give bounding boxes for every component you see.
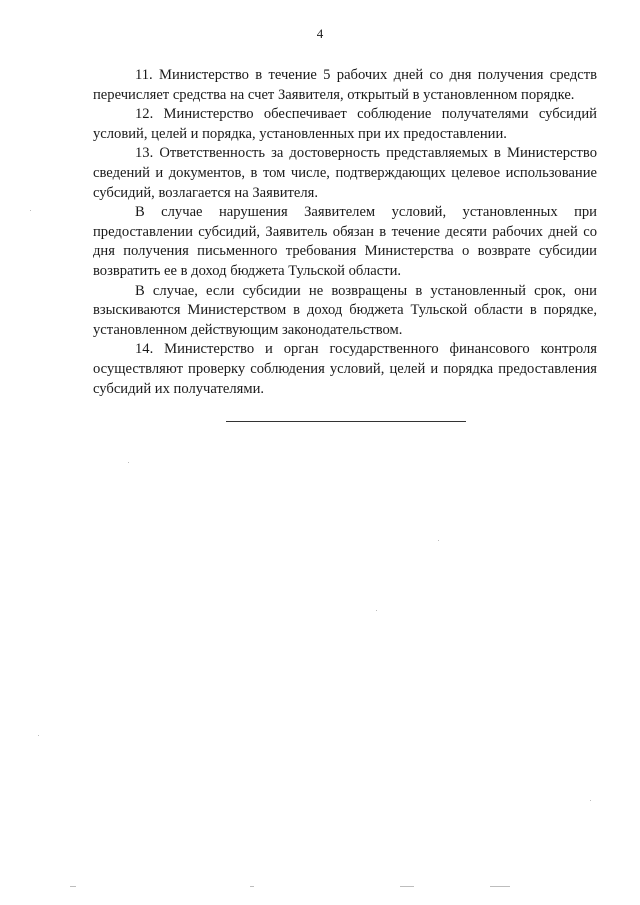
scan-speck xyxy=(490,886,510,887)
scan-speck xyxy=(250,886,254,887)
end-of-text-rule xyxy=(226,421,466,422)
page-number: 4 xyxy=(316,26,324,41)
scan-speck xyxy=(70,886,76,887)
paragraph-recovery: В случае, если субсидии не возвращены в установленный срок, они взыскиваются Министерством в доход бюджета Тульской области в порядке, установленном действующим законодательством. xyxy=(93,282,597,338)
paragraph-violation: В случае нарушения Заявителем условий, установленных при предоставлении субсидий, Заявитель обязан в течение десяти рабочих дней со дня получения письменного требования Министерства о возврате субсидии возвратить ее в доход бюджета Тульской области. xyxy=(93,204,597,279)
paragraph-14: 14. Министерство и орган государственного финансового контроля осуществляют проверку соблюдения условий, целей и порядка предоставления субсидий их получателями. xyxy=(93,341,597,397)
document-body xyxy=(93,66,597,399)
scan-speck xyxy=(128,462,129,463)
scan-speck xyxy=(438,540,439,541)
scan-speck xyxy=(400,886,414,887)
scan-speck xyxy=(376,610,377,611)
scan-speck xyxy=(30,210,31,211)
paragraph-13: 13. Ответственность за достоверность представляемых в Министерство сведений и документов, в том числе, подтверждающих целевое использование субсидий, возлагается на Заявителя. xyxy=(93,145,597,201)
scan-speck xyxy=(590,800,591,801)
paragraph-11: 11. Министерство в течение 5 рабочих дней со дня получения средств перечисляет средства на счет Заявителя, открытый в установленном порядке. xyxy=(93,67,597,103)
scan-speck xyxy=(38,735,39,736)
paragraph-12: 12. Министерство обеспечивает соблюдение получателями субсидий условий, целей и порядка, установленных при их предоставлении. xyxy=(93,106,597,142)
